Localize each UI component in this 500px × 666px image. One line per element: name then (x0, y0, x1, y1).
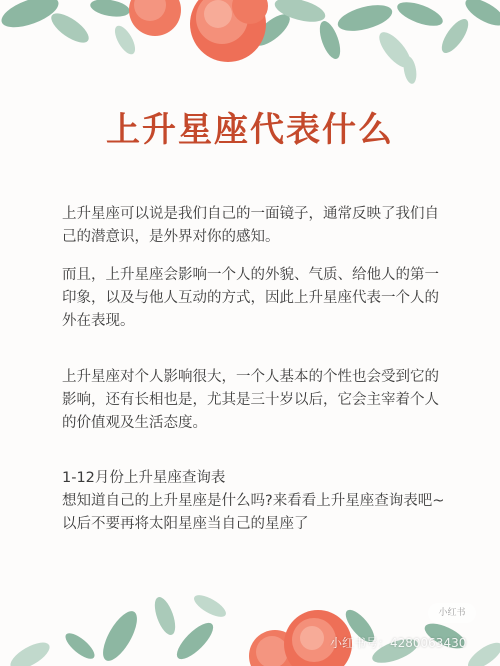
watermark-text: 小红书号：4280063430 (330, 636, 467, 650)
paragraph-appearance: 而且，上升星座会影响一个人的外貌、气质、给他人的第一印象，以及与他人互动的方式，因此上升星座代表一个人的外在表现。 (62, 267, 439, 329)
watermark-badge: 小红书 (428, 603, 476, 623)
floral-top-decoration (0, 0, 500, 90)
query-heading: 1-12月份上升星座查询表 (62, 470, 226, 486)
paragraph-influence: 上升星座对个人影响很大，一个人基本的个性也会受到它的影响，还有长相也是，尤其是三十岁以后，它会主宰着个人的价值观及生活态度。 (62, 369, 439, 431)
paragraph-mirror: 上升星座可以说是我们自己的一面镜子，通常反映了我们自己的潜意识，是外界对你的感知。 (62, 206, 439, 245)
query-text: 想知道自己的上升星座是什么吗?来看看上升星座查询表吧~ 以后不要再将太阳星座当自己的星座了 (62, 493, 445, 532)
floral-bottom-decoration (0, 586, 500, 666)
page-title: 上升星座代表什么 (106, 110, 394, 150)
